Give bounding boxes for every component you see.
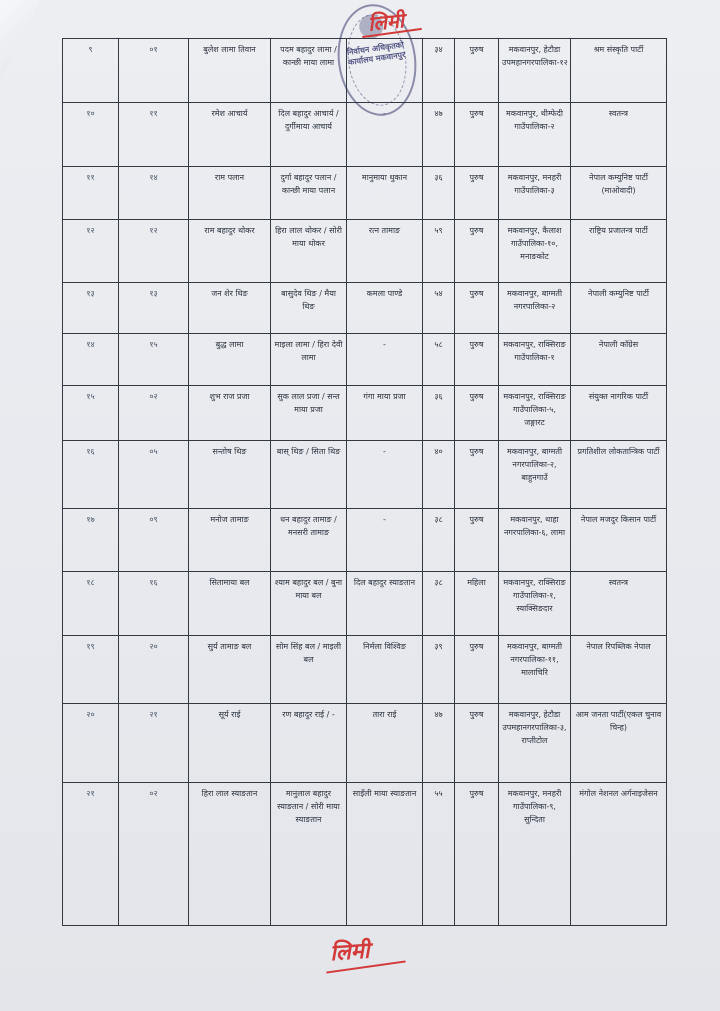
candidate-name-cell: मनोज तामाङ <box>189 509 271 572</box>
age-cell: ३६ <box>423 386 455 441</box>
serial-number-cell: ११ <box>63 167 119 220</box>
table-row <box>63 441 667 509</box>
table-row <box>63 386 667 441</box>
gender-cell: पुरुष <box>455 783 499 926</box>
table-row <box>63 220 667 283</box>
party-cell: नेपाल मजदुर किसान पार्टी <box>571 509 667 572</box>
age-cell: ३८ <box>423 572 455 636</box>
serial-number-cell: १७ <box>63 509 119 572</box>
age-cell: ४० <box>423 441 455 509</box>
table-row <box>63 334 667 386</box>
table-row <box>63 783 667 926</box>
candidate-id-cell: १२ <box>119 220 189 283</box>
address-cell: मकवानपुर, थाहा नगरपालिका-६, लामा <box>499 509 571 572</box>
age-cell: ५९ <box>423 220 455 283</box>
candidate-id-cell: २१ <box>119 704 189 783</box>
address-cell: मकवानपुर, कैलाश गाउँपालिका-१०, मनाङकोट <box>499 220 571 283</box>
parents-name-cell: हिरा लाल थोकर / सोरी माया थोकर <box>271 220 347 283</box>
party-cell: स्वतन्त्र <box>571 572 667 636</box>
serial-number-cell: २० <box>63 704 119 783</box>
address-cell: मकवानपुर, बाग्मती नगरपालिका-२, बाहुनगाउँ <box>499 441 571 509</box>
candidate-name-cell: सितामाया बल <box>189 572 271 636</box>
age-cell: ५८ <box>423 334 455 386</box>
gender-cell: पुरुष <box>455 103 499 167</box>
parents-name-cell: बास् थिङ / सिता थिङ <box>271 441 347 509</box>
serial-number-cell: १६ <box>63 441 119 509</box>
spouse-name-cell: निर्मला विश्विङ <box>347 636 423 704</box>
address-cell: मकवानपुर, मनहरी गाउँपालिका-३ <box>499 167 571 220</box>
address-cell: मकवानपुर, राक्सिराङ गाउँपालिका-१, स्याक्सिङदार <box>499 572 571 636</box>
candidate-name-cell: रमेश आचार्य <box>189 103 271 167</box>
address-cell: मकवानपुर, बाग्मती नगरपालिका-२ <box>499 283 571 334</box>
age-cell: ४७ <box>423 704 455 783</box>
address-cell: मकवानपुर, राक्सिराङ गाउँपालिका-१ <box>499 334 571 386</box>
parents-name-cell: श्याम बहादुर बल / बुना माया बल <box>271 572 347 636</box>
candidate-name-cell: राम बहादुर थोकर <box>189 220 271 283</box>
candidate-name-cell: हिरा लाल स्याङतान <box>189 783 271 926</box>
address-cell: मकवानपुर, मनहरी गाउँपालिका-९, सुन्दिता <box>499 783 571 926</box>
candidate-id-cell: ०२ <box>119 386 189 441</box>
gender-cell: महिला <box>455 572 499 636</box>
page-fold-corner <box>0 0 40 80</box>
candidate-id-cell: १४ <box>119 167 189 220</box>
address-cell: मकवानपुर, राक्सिराङ गाउँपालिका-५, जङ्गारट <box>499 386 571 441</box>
candidate-id-cell: ११ <box>119 103 189 167</box>
candidate-id-cell: ०२ <box>119 783 189 926</box>
age-cell: ३९ <box>423 636 455 704</box>
serial-number-cell: १५ <box>63 386 119 441</box>
candidate-id-cell: ०१ <box>119 39 189 103</box>
serial-number-cell: १४ <box>63 334 119 386</box>
parents-name-cell: माइला लामा / हिरा देवी लामा <box>271 334 347 386</box>
candidate-table-body <box>63 39 667 926</box>
gender-cell: पुरुष <box>455 220 499 283</box>
candidate-table <box>62 38 667 926</box>
spouse-name-cell: - <box>347 441 423 509</box>
spouse-name-cell: - <box>347 509 423 572</box>
spouse-name-cell: साइँली माया स्याङतान <box>347 783 423 926</box>
candidate-name-cell: सन्तोष थिङ <box>189 441 271 509</box>
parents-name-cell: सोम सिंह बल / माइली बल <box>271 636 347 704</box>
gender-cell: पुरुष <box>455 39 499 103</box>
address-cell: मकवानपुर, बाग्मती नगरपालिका-११, मालाचिरि <box>499 636 571 704</box>
candidate-id-cell: १६ <box>119 572 189 636</box>
signature-bottom: लिमी <box>329 937 371 967</box>
address-cell: मकवानपुर, हेटौडा उपमहानगरपालिका-१२ <box>499 39 571 103</box>
gender-cell: पुरुष <box>455 636 499 704</box>
age-cell: ५४ <box>423 283 455 334</box>
age-cell: ३४ <box>423 39 455 103</box>
parents-name-cell: बासुदेव थिङ / मैया थिङ <box>271 283 347 334</box>
candidate-id-cell: २० <box>119 636 189 704</box>
candidate-name-cell: शुभ राज प्रजा <box>189 386 271 441</box>
age-cell: ३६ <box>423 167 455 220</box>
signature-top: लिमी <box>366 8 406 36</box>
table-row <box>63 283 667 334</box>
gender-cell: पुरुष <box>455 386 499 441</box>
candidate-name-cell: बुलेश लामा तिवान <box>189 39 271 103</box>
party-cell: नेपाल कम्युनिष्ट पार्टी (माओवादी) <box>571 167 667 220</box>
age-cell: ३८ <box>423 509 455 572</box>
parents-name-cell: मानुलाल बहादुर स्याङतान / सोरी माया स्याङतान <box>271 783 347 926</box>
candidate-id-cell: १३ <box>119 283 189 334</box>
parents-name-cell: दिल बहादुर आचार्य / दुर्गीमाया आचार्य <box>271 103 347 167</box>
spouse-name-cell: रत्न तामाङ <box>347 220 423 283</box>
stamp-text: निर्वाचन अधिकृतको कार्यालय मकवानपुर <box>346 40 406 67</box>
table-row <box>63 572 667 636</box>
spouse-name-cell: तारा राई <box>347 704 423 783</box>
spouse-name-cell: दिल बहादुर स्याङतान <box>347 572 423 636</box>
serial-number-cell: १९ <box>63 636 119 704</box>
gender-cell: पुरुष <box>455 167 499 220</box>
candidate-id-cell: ०९ <box>119 509 189 572</box>
candidate-name-cell: बुद्ध लामा <box>189 334 271 386</box>
table-row <box>63 103 667 167</box>
serial-number-cell: ९ <box>63 39 119 103</box>
serial-number-cell: १८ <box>63 572 119 636</box>
serial-number-cell: १३ <box>63 283 119 334</box>
candidate-id-cell: १५ <box>119 334 189 386</box>
table-row <box>63 636 667 704</box>
party-cell: नेपाली काँग्रेस <box>571 334 667 386</box>
parents-name-cell: धन बहादुर तामाङ / मनसरी तामाङ <box>271 509 347 572</box>
party-cell: नेपाली कम्युनिष्ट पार्टी <box>571 283 667 334</box>
spouse-name-cell: मानुमाया थुकान <box>347 167 423 220</box>
party-cell: स्वतन्त्र <box>571 103 667 167</box>
address-cell: मकवानपुर, हेटौडा उपमहानगरपालिका-३, राप्तीटोल <box>499 704 571 783</box>
party-cell: नेपाल रिपब्लिक नेपाल <box>571 636 667 704</box>
party-cell: मंगोल नेशनल अर्गनाइजेसन <box>571 783 667 926</box>
table-row <box>63 704 667 783</box>
spouse-name-cell: - <box>347 103 423 167</box>
candidate-name-cell: राम पलान <box>189 167 271 220</box>
parents-name-cell: पदम बहादुर लामा / कान्छी माया लामा <box>271 39 347 103</box>
serial-number-cell: २१ <box>63 783 119 926</box>
serial-number-cell: १२ <box>63 220 119 283</box>
candidate-id-cell: ०५ <box>119 441 189 509</box>
address-cell: मकवानपुर, थीम्फेदी गाउँपालिका-२ <box>499 103 571 167</box>
party-cell: राष्ट्रिय प्रजातन्त्र पार्टी <box>571 220 667 283</box>
candidate-name-cell: सुर्य तामाङ बल <box>189 636 271 704</box>
table-row <box>63 167 667 220</box>
parents-name-cell: रण बहादुर राई / - <box>271 704 347 783</box>
gender-cell: पुरुष <box>455 509 499 572</box>
parents-name-cell: दुर्गा बहादुर पलान / कान्छी माया पलान <box>271 167 347 220</box>
gender-cell: पुरुष <box>455 441 499 509</box>
gender-cell: पुरुष <box>455 283 499 334</box>
parents-name-cell: सुक लाल प्रजा / सन्त माया प्रजा <box>271 386 347 441</box>
party-cell: प्रगतिशील लोकतान्त्रिक पार्टी <box>571 441 667 509</box>
spouse-name-cell: - <box>347 334 423 386</box>
candidate-name-cell: सूर्य राई <box>189 704 271 783</box>
table-row <box>63 509 667 572</box>
party-cell: श्रम संस्कृति पार्टी <box>571 39 667 103</box>
serial-number-cell: १० <box>63 103 119 167</box>
table-row <box>63 39 667 103</box>
spouse-name-cell: कमला पाण्डे <box>347 283 423 334</box>
party-cell: संयुक्त नागरिक पार्टी <box>571 386 667 441</box>
age-cell: ४७ <box>423 103 455 167</box>
gender-cell: पुरुष <box>455 334 499 386</box>
candidate-name-cell: जन शेर थिङ <box>189 283 271 334</box>
party-cell: आम जनता पार्टी(एकल चुनाव चिन्ह) <box>571 704 667 783</box>
spouse-name-cell: गंगा माया प्रजा <box>347 386 423 441</box>
age-cell: ५५ <box>423 783 455 926</box>
spouse-name-cell <box>347 39 423 103</box>
gender-cell: पुरुष <box>455 704 499 783</box>
